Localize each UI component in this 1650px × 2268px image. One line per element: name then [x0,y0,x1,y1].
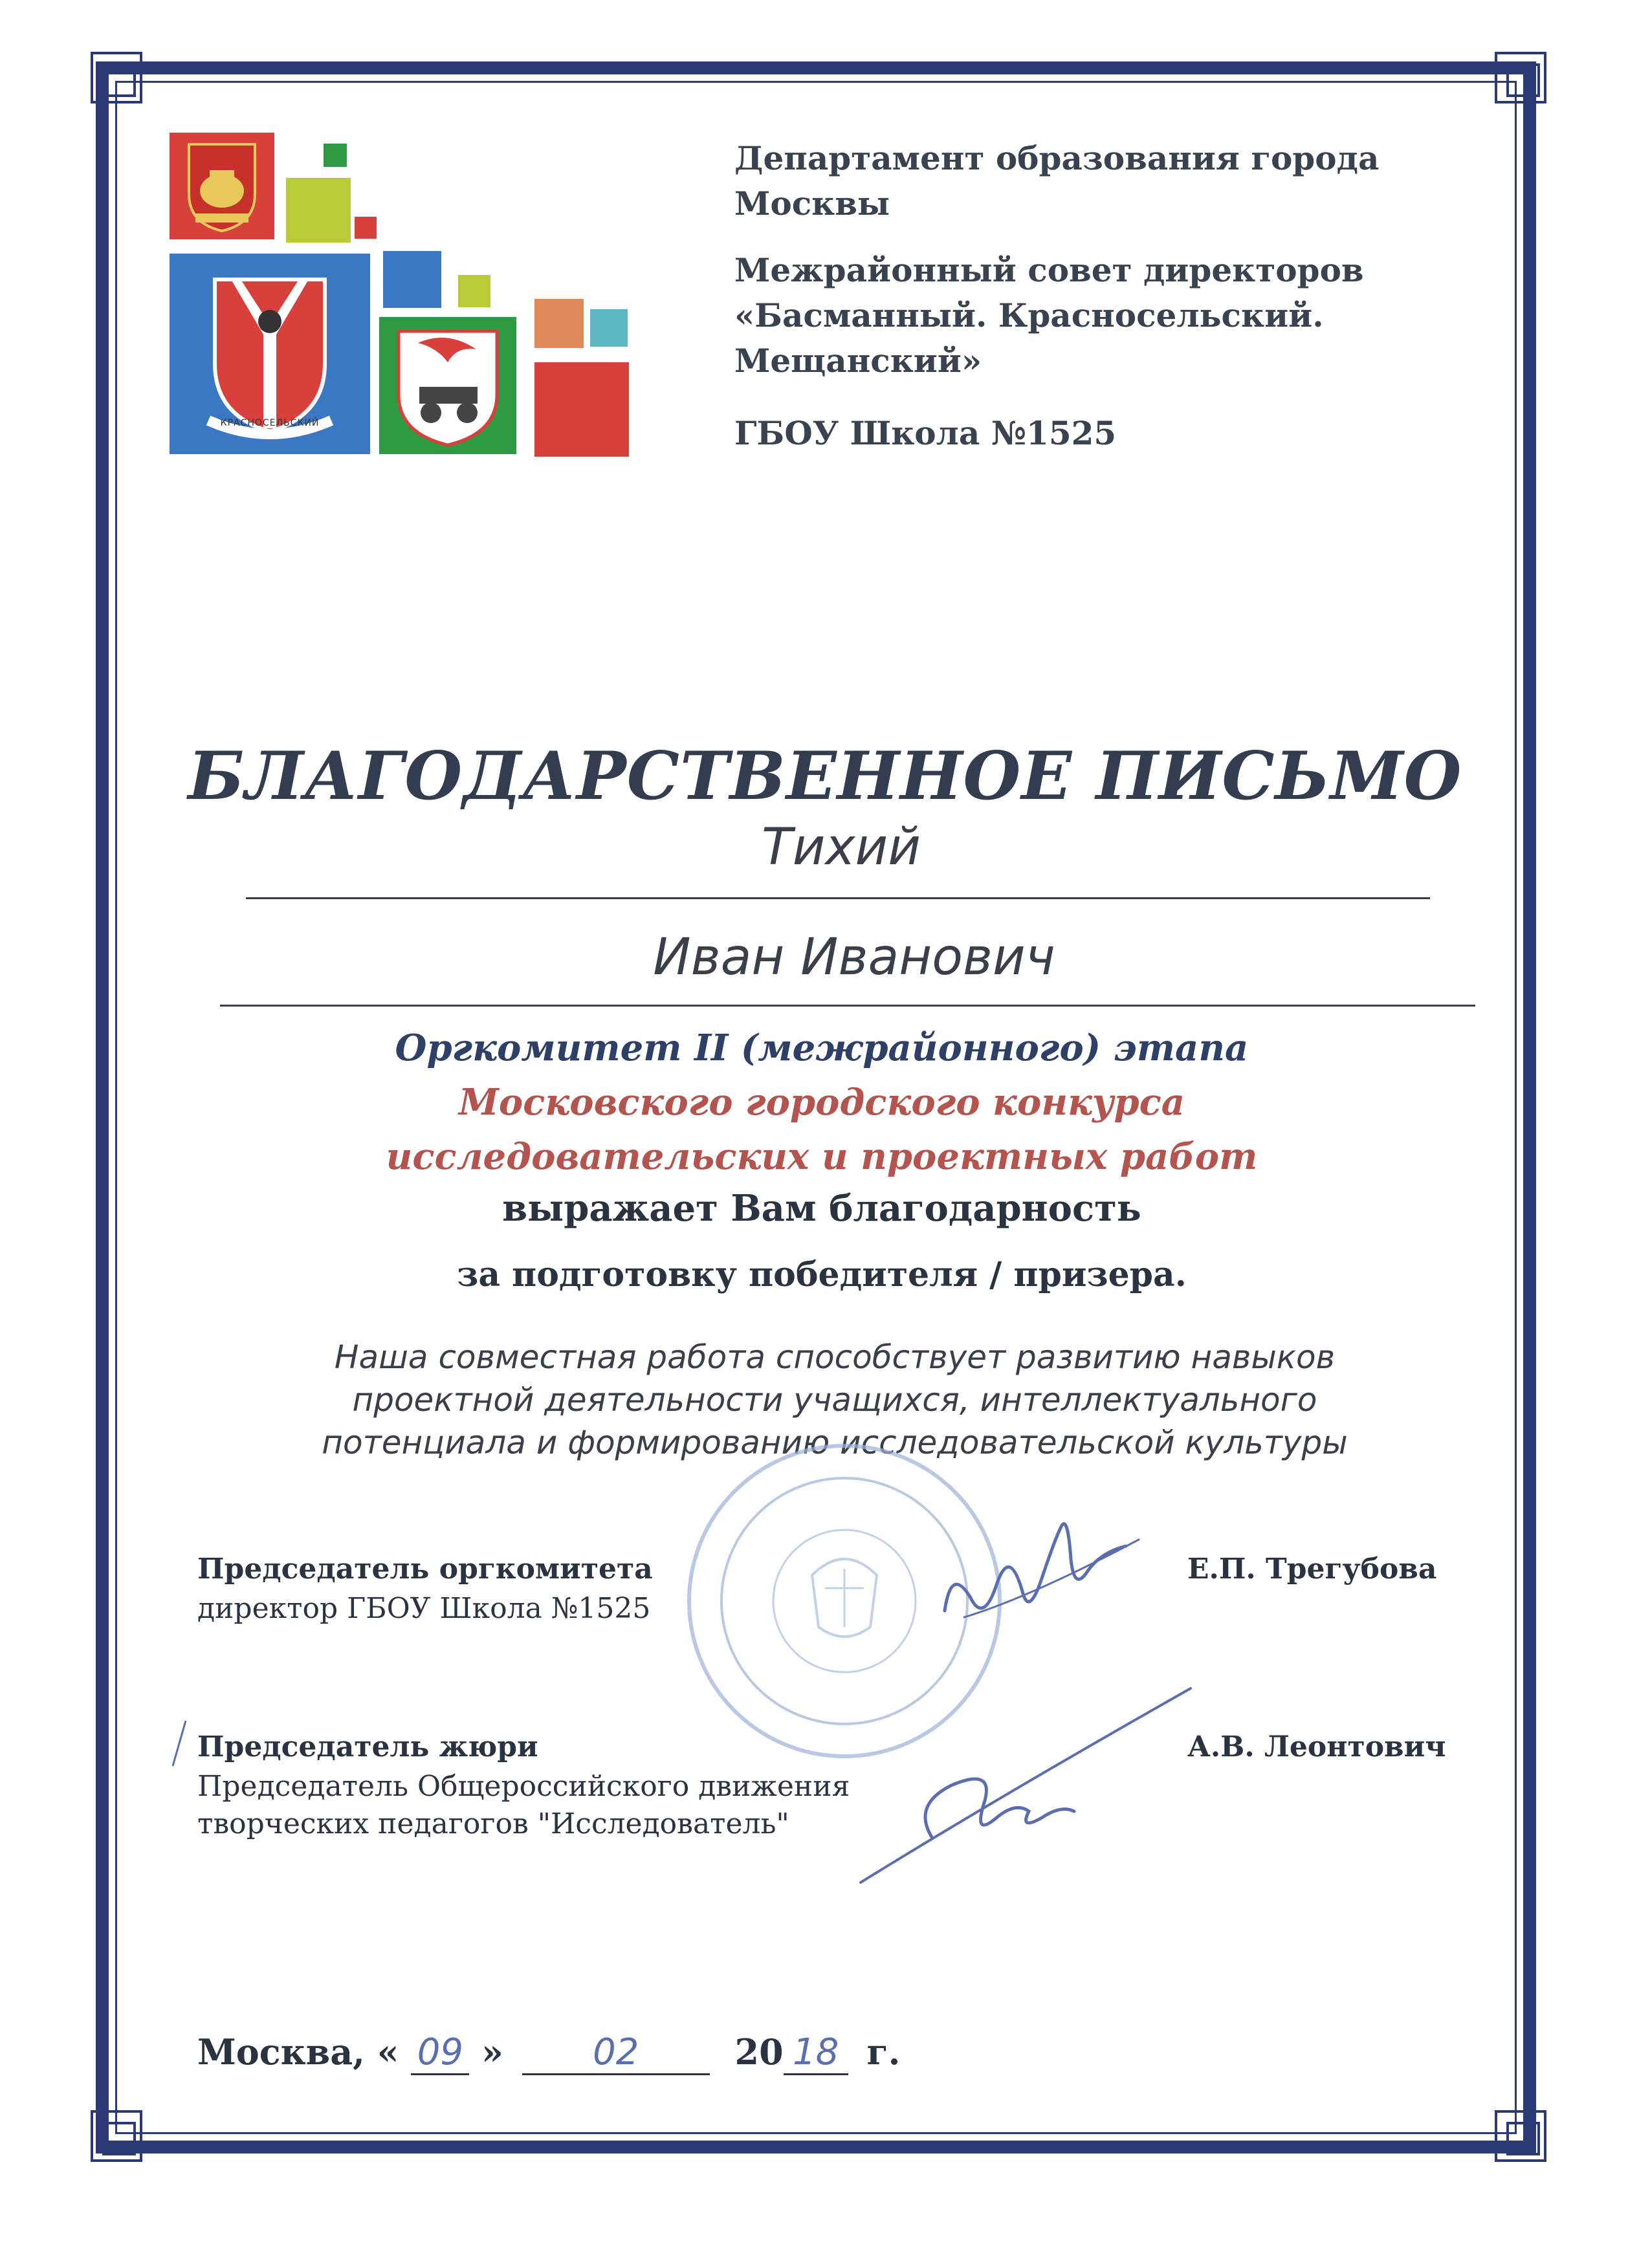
logo-square [458,275,490,307]
date-city: Москва, [197,2031,365,2073]
thanks-reason: за подготовку победителя / призера. [457,1255,1187,1294]
coat-of-arms-basmanny-icon [170,133,274,239]
quote-line-2: проектной деятельности учащихся, интеллектуального [352,1381,1317,1419]
coat-of-arms-meshchansky-icon [379,317,516,454]
signature-1-role: Председатель оргкомитета [197,1553,653,1586]
frame-corner-top-right [1495,52,1546,104]
document-title: БЛАГОДАРСТВЕННОЕ ПИСЬМО [188,737,1462,815]
date-year-suffix: 18 [784,2031,848,2075]
logo-square [534,362,629,457]
date-close-quote: » [481,2031,503,2073]
logo-square [324,144,347,167]
quote-line-3: потенциала и формированию исследовательской культуры [322,1424,1348,1461]
recipient-given-rule [220,1005,1475,1007]
recipient-surname-rule [246,897,1430,899]
org-line-4: выражает Вам благодарность [502,1187,1141,1230]
logo-square [286,178,351,243]
logo-square [355,217,377,239]
signature-1-subtitle: директор ГБОУ Школа №1525 [197,1592,651,1625]
date-open-quote: « [377,2031,399,2073]
date-year-unit: г. [866,2031,901,2073]
date-line [197,2031,900,2075]
emblem-label: КРАСНОСЕЛЬСКИЙ [220,418,320,428]
signature-1-name: Е.П. Трегубова [1187,1553,1437,1586]
org-line-3: исследовательских и проектных работ [386,1135,1258,1178]
recipient-surname: Тихий [762,818,921,877]
date-month: 02 [522,2031,710,2075]
header-dept-line2: Москвы [734,184,890,223]
org-line-2: Московского городского конкурса [458,1081,1185,1124]
handwritten-signature-2-icon [854,1675,1216,1889]
quote-line-1: Наша совместная работа способствует развитию навыков [334,1338,1336,1376]
header-school: ГБОУ Школа №1525 [734,414,1117,452]
signature-2-subtitle-line2: творческих педагогов "Исследователь" [197,1807,789,1840]
frame-corner-bottom-right [1495,2110,1546,2162]
header-council-line2: «Басманный. Красносельский. [734,296,1324,334]
signature-2-name: А.В. Леонтович [1187,1730,1446,1763]
header-council-line1: Межрайонный совет директоров [734,251,1364,289]
header-dept-line1: Департамент образования города [734,139,1380,177]
signature-2-role: Председатель жюри [197,1730,538,1763]
logo-square [590,309,628,347]
margin-mark-icon [170,1717,189,1769]
recipient-given-names: Иван Иванович [653,928,1055,987]
handwritten-signature-1-icon [932,1488,1145,1637]
signature-2-subtitle-line1: Председатель Общероссийского движения [197,1770,850,1803]
logo-square [383,251,441,308]
date-year-prefix: 20 [734,2031,784,2073]
date-day: 09 [411,2031,469,2075]
header-council-line3: Мещанский» [734,342,982,380]
frame-corner-bottom-left [91,2110,142,2162]
org-line-1: Оргкомитет II (межрайонного) этапа [395,1027,1249,1069]
frame-corner-top-left [91,52,142,104]
logo-square [534,299,584,348]
